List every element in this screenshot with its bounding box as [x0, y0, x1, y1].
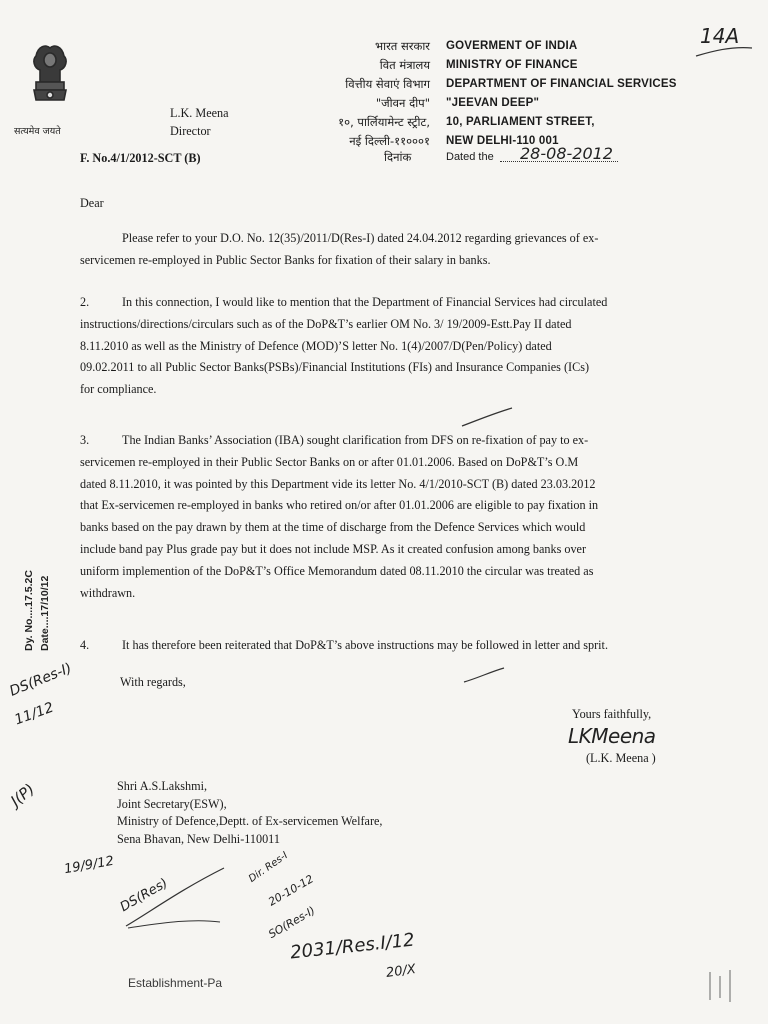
letterhead-english [446, 37, 706, 151]
paragraph-3 [80, 430, 680, 604]
file-number: F. No.4/1/2012-SCT (B) [80, 151, 201, 165]
scan-marks [700, 966, 750, 1006]
addressee-line: Ministry of Defence,Deptt. of Ex-servicemen Welfare, [117, 814, 383, 829]
page-mark: 14A [700, 24, 740, 48]
paragraph-line: dated 8.11.2010, it was pointed by this Department vide its letter No. 4/1/2010-SCT (B) dated 23.03.2012 [80, 476, 596, 491]
paragraph-line: 09.02.2011 to all Public Sector Banks(PSBs)/Financial Institutions (FIs) and Insurance Companies (ICs) [80, 360, 590, 375]
paragraph-line: servicemen re-employed in Public Sector Banks for fixation of their salary in banks. [80, 252, 491, 267]
english-line: "JEEVAN DEEP" [446, 97, 540, 109]
paragraph-line: uniform implemention of the DoP&T’s Office Memorandum dated 08.11.2010 the circular was treated as [80, 563, 594, 578]
hindi-line: भारत सरकार [375, 39, 430, 53]
salutation: Dear [80, 196, 104, 210]
closing-tick-mark [460, 664, 508, 686]
paragraph-line: withdrawn. [80, 585, 136, 600]
handwritten-note: 20-10-12 [266, 872, 316, 909]
footer-stamp: Establishment-Pa [128, 976, 223, 990]
addressee-line: Shri A.S.Lakshmi, [117, 779, 208, 793]
emblem-motto: सत्यमेव जयते [14, 126, 61, 137]
handwritten-stroke [117, 862, 230, 932]
addressee-line: Sena Bhavan, New Delhi-110011 [117, 831, 280, 846]
paragraph-line: banks based on the pay drawn by them at the time of discharge from the Defence Services which would [80, 520, 586, 535]
hindi-line: वित मंत्रालय [379, 58, 430, 72]
closing: With regards, [120, 675, 186, 689]
paragraph-3-number: 3. [80, 433, 90, 447]
english-line: GOVERMENT OF INDIA [446, 40, 578, 52]
hindi-line: नई दिल्ली-११०००१ [349, 134, 430, 148]
stamp-dy-number: Dy. No....17.5.2C [23, 570, 35, 651]
handwritten-note: 2031/Res.I/12 [289, 929, 416, 964]
english-line: DEPARTMENT OF FINANCIAL SERVICES [446, 78, 677, 90]
margin-note: 11/12 [12, 699, 56, 729]
date-label: Dated the [446, 151, 494, 163]
paragraph-line: Please refer to your D.O. No. 12(35)/2011/D(Res-I) dated 24.04.2012 regarding grievances of ex- [122, 231, 599, 245]
hindi-line: वित्तीय सेवाएं विभाग [345, 77, 430, 91]
letterhead-hindi [280, 37, 430, 151]
signature: LKMeena [568, 724, 656, 748]
paragraph-line: instructions/directions/circulars such as of the DoP&T’s earlier OM No. 3/ 19/2009-Estt.Pay II dated [80, 316, 572, 331]
handwritten-note: SO(Res-I) [266, 903, 318, 942]
signatory-name: (L.K. Meena ) [586, 751, 656, 765]
english-line: NEW DELHI-110 001 [446, 135, 559, 147]
addressee-line: Joint Secretary(ESW), [117, 796, 227, 811]
tick-mark [458, 404, 518, 430]
paragraph-line: 8.11.2010 as well as the Ministry of Defence (MOD)’S letter No. 1(4)/2007/D(Pen/Policy) dated [80, 338, 552, 353]
paragraph-4-number: 4. [80, 638, 90, 652]
paragraph-line: In this connection, I would like to mention that the Department of Financial Services had circulated [122, 295, 608, 309]
date-value: 28-08-2012 [520, 144, 613, 163]
hindi-line: १०, पार्लियामेन्ट स्ट्रीट, [338, 115, 430, 129]
yours-faithfully: Yours faithfully, [572, 707, 652, 721]
handwritten-note: DS(Res) [117, 875, 171, 916]
paragraph-line: The Indian Banks’ Association (IBA) sought clarification from DFS on re-fixation of pay to ex- [122, 433, 589, 447]
stamp-date: Date....17/10/12 [39, 575, 51, 651]
english-line: 10, PARLIAMENT STREET, [446, 116, 595, 128]
receipt-stamp [21, 501, 53, 651]
sender-name: L.K. Meena [170, 106, 229, 120]
paragraph-2 [80, 292, 680, 401]
paragraph-line: for compliance. [80, 382, 157, 397]
english-line: MINISTRY OF FINANCE [446, 59, 578, 71]
margin-note: DS(Res-I) [7, 660, 75, 700]
addressee-block [117, 778, 382, 848]
handwritten-note: Dir. Res-I [246, 850, 291, 885]
sender-designation: Director [170, 124, 211, 138]
date-label-hindi: दिनांक [384, 150, 412, 164]
margin-note: J(P) [7, 780, 39, 810]
paragraph-line: that Ex-servicemen re-employed in banks who retired on/or after 01.01.2006 are eligible to pay fixation in [80, 498, 599, 513]
ashoka-emblem-icon [20, 38, 80, 120]
handwritten-note: 19/9/12 [63, 853, 116, 878]
paragraph-line: servicemen re-employed in their Public Sector Banks on or after 01.01.2006. Based on DoP&T’s O.M [80, 454, 579, 469]
paragraph-1 [80, 228, 680, 272]
hindi-line: "जीवन दीप" [375, 96, 430, 110]
paragraph-line: include band pay Plus grade pay but it does not include MSP. As it created confusion among banks over [80, 541, 587, 556]
paragraph-4: It has therefore been reiterated that DoP&T’s above instructions may be followed in letter and sprit. [122, 638, 608, 652]
handwritten-note: 20/X [385, 961, 417, 982]
paragraph-2-number: 2. [80, 295, 90, 309]
